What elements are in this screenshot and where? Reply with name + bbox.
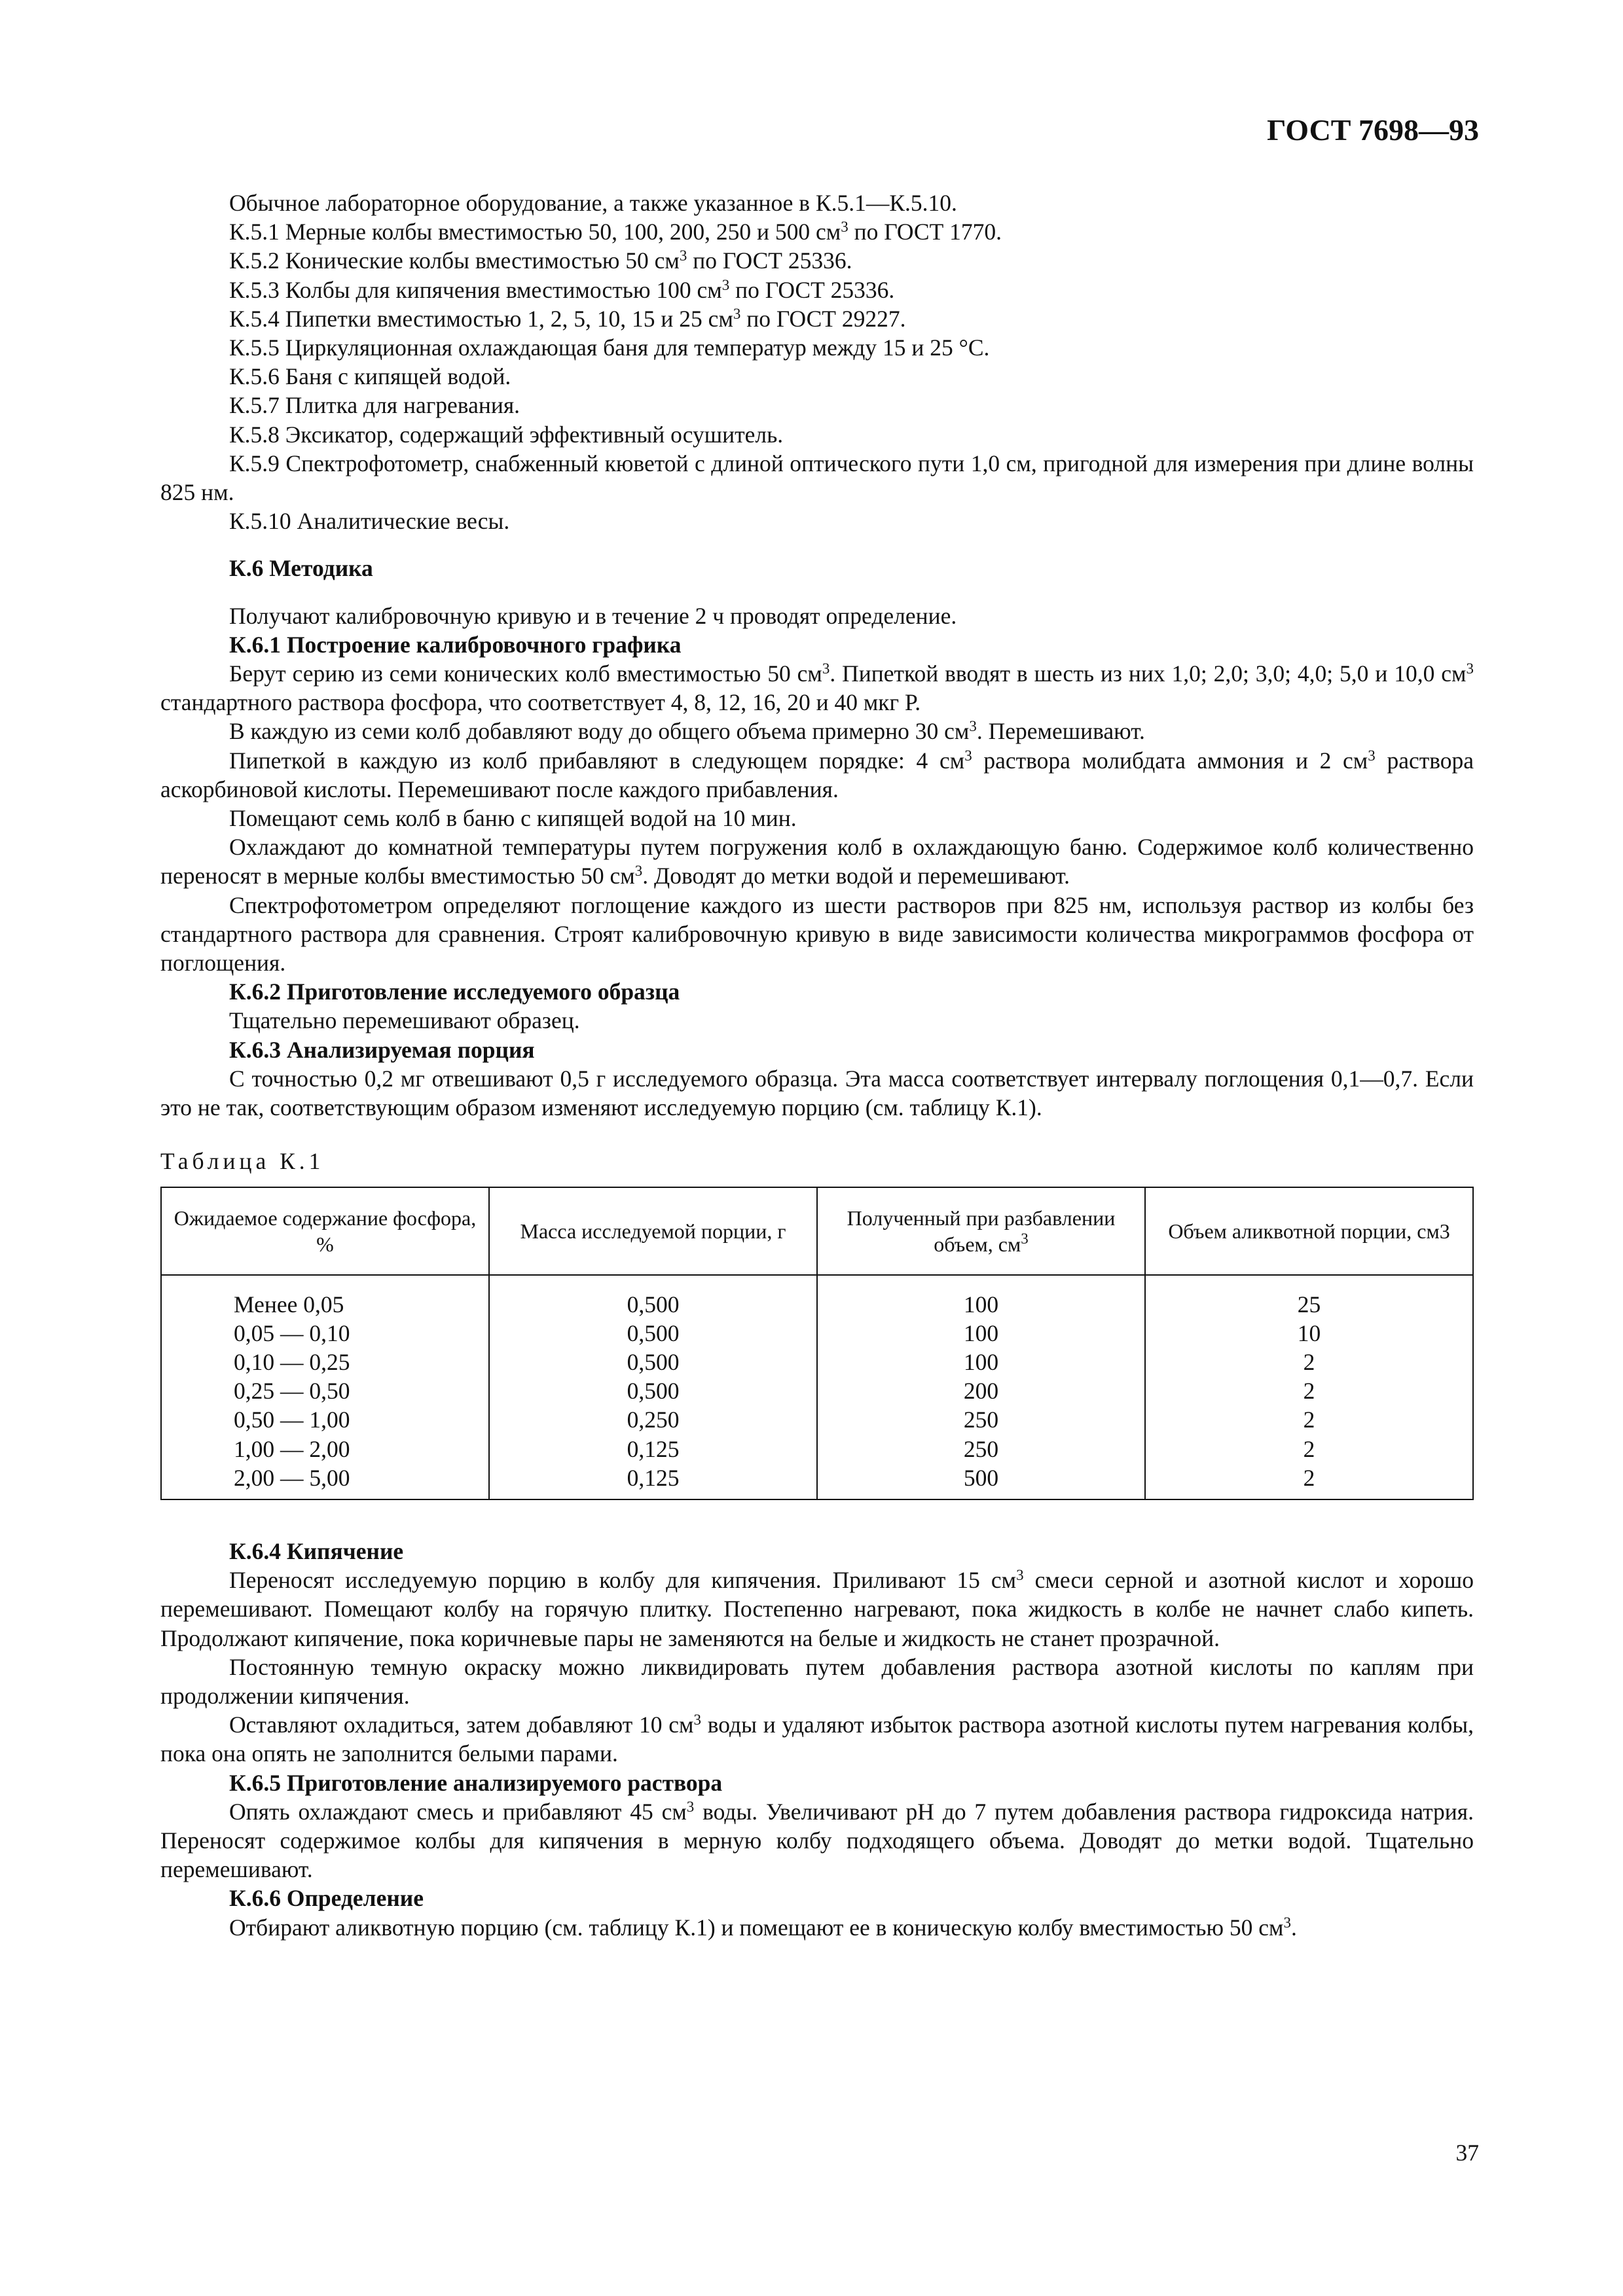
- table-cell: 0,125: [489, 1435, 817, 1463]
- table-cell: 100: [817, 1348, 1145, 1376]
- subsection-title-k64: К.6.4 Кипячение: [229, 1537, 404, 1564]
- k61-paragraph-6: Спектрофотометром определяют поглощение каждого из шести растворов при 825 нм, используя раствор из колбы без стандартного раствора для сравнения. Строят калибровочную кривую в виде зависимости количества микрограммов фосфора от поглощения.: [160, 891, 1474, 977]
- text: . Перемешивают.: [976, 718, 1145, 745]
- table-cell: 10: [1145, 1319, 1473, 1348]
- superscript: 3: [969, 718, 977, 735]
- subsection-title-k61: К.6.1 Построение калибровочного графика: [229, 631, 682, 658]
- text: раствора аскорбиновой кислоты. Перемешивают после каждого прибавления.: [160, 747, 1474, 802]
- table-cell: 0,500: [489, 1275, 817, 1319]
- table-cell: 2: [1145, 1348, 1473, 1376]
- subsection-title-k65: К.6.5 Приготовление анализируемого раствора: [229, 1769, 723, 1796]
- k61-paragraph-3: [160, 746, 1474, 804]
- k64-paragraph-3: [160, 1710, 1474, 1768]
- superscript: 3: [634, 863, 643, 880]
- text: . Пипеткой вводят в шесть из них 1,0; 2,0; 3,0; 4,0; 5,0 и 10,0 см: [830, 660, 1467, 687]
- table-caption: Таблица К.1: [160, 1148, 325, 1175]
- table-cell: 100: [817, 1275, 1145, 1319]
- item-k59: К.5.9 Спектрофотометр, снабженный кюветой с длиной оптического пути 1,0 см, пригодной для измерения при длине волны 825 нм.: [160, 450, 1474, 506]
- table-cell: 2: [1145, 1405, 1473, 1434]
- text: по ГОСТ 1770.: [848, 219, 1002, 245]
- text: Опять охлаждают смесь и прибавляют 45 см: [229, 1798, 687, 1825]
- table-cell: 0,500: [489, 1319, 817, 1348]
- item-k57: К.5.7 Плитка для нагревания.: [229, 392, 520, 419]
- superscript: 3: [686, 1798, 695, 1815]
- superscript: 3: [1283, 1914, 1291, 1931]
- superscript: 3: [693, 1712, 701, 1729]
- k61-paragraph-1: [160, 659, 1474, 717]
- text: В каждую из семи колб добавляют воду до общего объема примерно 30 см: [229, 718, 970, 745]
- superscript: 3: [1368, 747, 1376, 764]
- table-header-cell: [817, 1187, 1145, 1275]
- text: Пипеткой в каждую из колб прибавляют в следующем порядке: 4 см: [229, 747, 965, 774]
- method-intro: Получают калибровочную кривую и в течение 2 ч проводят определение.: [229, 602, 957, 629]
- table-row: [161, 1405, 1473, 1434]
- table-cell: 200: [817, 1376, 1145, 1405]
- k64-paragraph-2: Постоянную темную окраску можно ликвидировать путем добавления раствора азотной кислоты по каплям при продолжении кипячения.: [160, 1653, 1474, 1709]
- item-k51: [160, 217, 1474, 246]
- subsection-title-k63: К.6.3 Анализируемая порция: [229, 1036, 535, 1063]
- text: К.5.2 Конические колбы вместимостью 50 см: [229, 247, 680, 274]
- k64-paragraph-1: [160, 1566, 1474, 1653]
- k65-paragraph-1: [160, 1797, 1474, 1884]
- text: К.5.3 Колбы для кипячения вместимостью 100 см: [229, 276, 722, 303]
- text: воды. Увеличивают рН до 7 путем добавления раствора гидроксида натрия. Переносят содержимое колбы для кипячения в мерную колбу подходящего объема. Доводят до метки водой. Тщательно перемешивают.: [160, 1798, 1474, 1883]
- k63-paragraph-1: С точностью 0,2 мг отвешивают 0,5 г исследуемого образца. Эта масса соответствует интервалу поглощения 0,1—0,7. Если это не так, соответствующим образом изменяют исследуемую порцию (см. таблицу К.1).: [160, 1065, 1474, 1121]
- k66-paragraph-1: [160, 1913, 1474, 1942]
- text: . Доводят до метки водой и перемешивают.: [642, 863, 1070, 889]
- superscript: 3: [1466, 660, 1474, 677]
- table-row: [161, 1319, 1473, 1348]
- item-k52: [160, 246, 1474, 275]
- item-k58: К.5.8 Эксикатор, содержащий эффективный осушитель.: [229, 421, 784, 448]
- superscript: 3: [822, 660, 830, 677]
- text: по ГОСТ 25336.: [729, 276, 895, 303]
- table-cell: 0,250: [489, 1405, 817, 1434]
- table-cell: 0,500: [489, 1376, 817, 1405]
- item-k510: К.5.10 Аналитические весы.: [229, 508, 510, 535]
- superscript: 3: [733, 305, 741, 322]
- subsection-title-k62: К.6.2 Приготовление исследуемого образца: [229, 978, 680, 1005]
- superscript: 3: [1016, 1567, 1024, 1584]
- text: раствора молибдата аммония и 2 см: [972, 747, 1368, 774]
- text: Оставляют охладиться, затем добавляют 10 см: [229, 1712, 694, 1738]
- item-k54: [160, 304, 1474, 333]
- text: Отбирают аликвотную порцию (см. таблицу К.1) и помещают ее в коническую колбу вместимостью 50 см: [229, 1914, 1284, 1941]
- page-content: [160, 188, 1474, 1942]
- section-title-method: К.6 Методика: [229, 555, 373, 582]
- table-cell: 500: [817, 1463, 1145, 1499]
- table-cell: 0,10 — 0,25: [161, 1348, 489, 1376]
- k62-paragraph-1: Тщательно перемешивают образец.: [229, 1007, 580, 1034]
- table-cell: 25: [1145, 1275, 1473, 1319]
- table-header-cell: Объем аликвотной порции, см3: [1145, 1187, 1473, 1275]
- table-cell: 100: [817, 1319, 1145, 1348]
- table-header-cell: Масса исследуемой порции, г: [489, 1187, 817, 1275]
- text: воды и удаляют избыток раствора азотной кислоты путем нагревания колбы, пока она опять не заполнится белыми парами.: [160, 1712, 1474, 1767]
- table-row: [161, 1376, 1473, 1405]
- text: К.5.1 Мерные колбы вместимостью 50, 100, 200, 250 и 500 см: [229, 219, 841, 245]
- text: Берут серию из семи конических колб вместимостью 50 см: [229, 660, 822, 687]
- text: Переносят исследуемую порцию в колбу для кипячения. Приливают 15 см: [229, 1567, 1017, 1594]
- item-k56: К.5.6 Баня с кипящей водой.: [229, 363, 511, 390]
- table-cell: 2: [1145, 1435, 1473, 1463]
- table-cell: 250: [817, 1405, 1145, 1434]
- text: Охлаждают до комнатной температуры путем погружения колб в охлаждающую баню. Содержимое колб количественно переносят в мерные колбы вместимостью 50 см: [160, 834, 1474, 889]
- table-row: [161, 1275, 1473, 1319]
- table-header-cell: Ожидаемое содержание фосфора, %: [161, 1187, 489, 1275]
- table-cell: 2: [1145, 1376, 1473, 1405]
- superscript: 3: [721, 276, 730, 293]
- table-cell: 0,50 — 1,00: [161, 1405, 489, 1434]
- k61-paragraph-5: [160, 833, 1474, 890]
- table-cell: 0,125: [489, 1463, 817, 1499]
- page-number: 37: [1455, 2140, 1479, 2166]
- table-k1: [160, 1187, 1474, 1500]
- page-header-standard-number: ГОСТ 7698—93: [1267, 113, 1479, 147]
- superscript: 3: [964, 747, 972, 764]
- table-cell: 0,05 — 0,10: [161, 1319, 489, 1348]
- table-cell: 2,00 — 5,00: [161, 1463, 489, 1499]
- text: смеси серной и азотной кислот и хорошо перемешивают. Помещают колбу на горячую плитку. Постепенно нагревают, пока жидкость в колбе не начнет слабо кипеть. Продолжают кипячение, пока коричневые пары не заменяются на белые и жидкость не станет прозрачной.: [160, 1567, 1474, 1651]
- table-cell: 250: [817, 1435, 1145, 1463]
- text: К.5.4 Пипетки вместимостью 1, 2, 5, 10, 15 и 25 см: [229, 305, 733, 332]
- table-cell: Менее 0,05: [161, 1275, 489, 1319]
- equipment-intro: Обычное лабораторное оборудование, а также указанное в К.5.1—К.5.10.: [229, 190, 957, 216]
- superscript: 3: [841, 219, 848, 236]
- superscript: 3: [1021, 1230, 1029, 1247]
- text: стандартного раствора фосфора, что соответствует 4, 8, 12, 16, 20 и 40 мкг Р.: [160, 689, 921, 716]
- item-k53: [160, 276, 1474, 304]
- text: по ГОСТ 25336.: [687, 247, 852, 274]
- table-cell: 0,500: [489, 1348, 817, 1376]
- table-cell: 2: [1145, 1463, 1473, 1499]
- superscript: 3: [679, 247, 687, 264]
- table-cell: 0,25 — 0,50: [161, 1376, 489, 1405]
- item-k55: К.5.5 Циркуляционная охлаждающая баня для температур между 15 и 25 °С.: [229, 334, 990, 361]
- table-row: [161, 1463, 1473, 1499]
- k61-paragraph-2: [160, 717, 1474, 745]
- table-cell: 1,00 — 2,00: [161, 1435, 489, 1463]
- text: .: [1290, 1914, 1297, 1941]
- text: по ГОСТ 29227.: [740, 305, 906, 332]
- k61-paragraph-4: Помещают семь колб в баню с кипящей водой на 10 мин.: [229, 805, 797, 832]
- table-row: [161, 1348, 1473, 1376]
- text: Полученный при разбавлении объем, см: [847, 1206, 1116, 1256]
- table-header-row: [161, 1187, 1473, 1275]
- subsection-title-k66: К.6.6 Определение: [229, 1885, 424, 1912]
- table-row: [161, 1435, 1473, 1463]
